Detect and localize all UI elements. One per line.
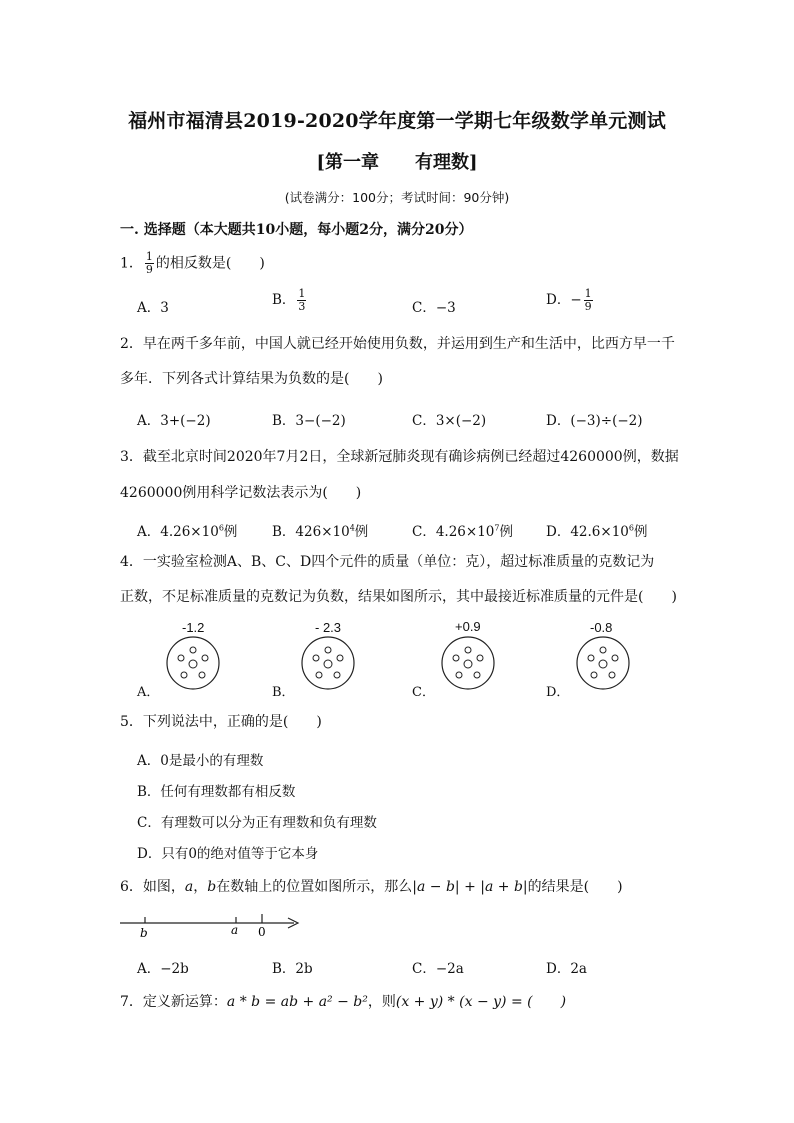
section-title: 一. 选择题（本大题共10小题，每小题2分，满分20分） [120,222,473,238]
q3-d-unit: 例 [633,524,648,540]
q3-a-base: A．4.26×10 [137,524,219,540]
q4-label-c: C． [412,685,435,700]
q3-c-unit: 例 [499,524,513,540]
q3-a-unit: 例 [223,524,238,540]
q5-option-d: D．只有0的绝对值等于它本身 [137,846,319,862]
q6-stem-pre: 6．如图， [120,879,185,895]
q1-d-den: 9 [584,300,592,313]
q6-label-zero: 0 [258,925,266,939]
q4-label-a: A． [137,685,160,700]
q6-comma: ， [193,879,208,895]
q4-value-b: - 2.3 [315,620,342,635]
q3-c-base: C．4.26×10 [412,524,495,540]
q4-label-d: D． [546,685,570,700]
q2-line-2: 多年．下列各式计算结果为负数的是( ) [120,371,383,387]
q2-option-d: D．(−3)÷(−2) [546,413,643,429]
q7-stem-mid: ，则 [367,994,396,1010]
q1-fraction [145,251,154,276]
q1-option-d [546,288,595,313]
q3-option-d [546,520,647,540]
q6-option-b: B．2b [272,961,313,977]
q1-b-den: 3 [298,300,306,313]
q5-stem: 5．下列说法中，正确的是( ) [120,714,322,730]
q6-expression: |a − b| + |a + b| [412,879,528,895]
q5-option-a: A．0是最小的有理数 [137,753,264,769]
q6-stem [120,876,623,896]
q1-option-d-fraction [584,288,593,313]
q1-stem: 的相反数是( ) [155,255,265,272]
q1-number: 1． [120,255,143,272]
q1-d-num: 1 [584,287,592,300]
q5-option-c: C．有理数可以分为正有理数和负有理数 [137,815,377,831]
q3-line-1: 3．截至北京时间2020年7月2日，全球新冠肺炎现有确诊病例已经超过4260000例，数据 [120,449,679,465]
q4-component-a [165,635,221,691]
q4-component-b [300,635,356,691]
q6-label-b: b [140,926,148,940]
q2-option-a: A．3+(−2) [137,413,211,429]
q4-label-b: B． [272,685,295,700]
q6-stem-mid: 在数轴上的位置如图所示，那么 [216,879,413,895]
q3-b-unit: 例 [354,524,369,540]
q3-b-exponent: 4 [349,523,355,533]
q3-b-base: B．426×10 [272,524,350,540]
q7-expression: (x + y) * (x − y) = ( ) [395,994,567,1010]
q6-var-b: b [207,879,217,895]
q3-a-exponent: 6 [218,523,224,533]
q2-option-c: C．3×(−2) [412,413,487,429]
q2-line-1: 2．早在两千多年前，中国人就已经开始使用负数，并运用到生产和生活中，比西方早一千 [120,336,675,352]
q3-option-a [137,520,237,540]
q6-option-a: A．−2b [137,961,189,977]
q3-option-b [272,520,368,540]
q3-line-2: 4260000例用科学记数法表示为( ) [120,485,362,501]
q4-component-c [440,635,496,691]
q6-option-c: C．−2a [412,961,464,977]
q1-frac-num: 1 [145,250,153,263]
q4-value-a: -1.2 [182,620,205,635]
q4-line-1: 4．一实验室检测A、B、C、D四个元件的质量（单位：克），超过标准质量的克数记为 [120,554,655,570]
q4-component-d [575,635,631,691]
chapter-subtitle-left: [第一章 [316,152,379,173]
q1-option-b [272,288,308,313]
q1-option-a: A．3 [137,300,169,316]
q6-var-a: a [184,879,194,895]
q3-d-base: D．42.6×10 [546,524,629,540]
q7-stem [120,991,566,1011]
chapter-subtitle-right: 有理数] [415,152,478,173]
q6-label-a: a [231,923,239,937]
q3-d-exponent: 6 [628,523,634,533]
q1-option-b-fraction [297,288,306,313]
q6-number-line [118,910,308,942]
page-title: 福州市福清县2019-2020学年度第一学期七年级数学单元测试 [128,110,666,132]
q5-option-b: B．任何有理数都有相反数 [137,784,296,800]
q1-b-num: 1 [298,287,306,300]
q1-frac-den: 9 [145,263,153,276]
q4-line-2: 正数，不足标准质量的克数记为负数，结果如图所示，其中最接近标准质量的元件是( ) [120,589,677,605]
q7-stem-pre: 7．定义新运算： [120,994,227,1010]
q7-definition: a * b = ab + a² − b² [226,994,368,1010]
question-1 [120,251,265,276]
q1-option-b-label: B． [272,292,296,308]
exam-info: (试卷满分：100分；考试时间：90分钟) [284,190,510,205]
q6-stem-post: 的结果是( ) [527,879,623,895]
q4-value-c: +0.9 [455,619,481,634]
q1-option-c: C．−3 [412,300,456,316]
q4-value-d: -0.8 [590,620,613,635]
q6-option-d: D．2a [546,961,587,977]
q3-c-exponent: 7 [494,523,500,533]
chapter-subtitle [0,148,794,174]
q1-option-d-label: D．− [546,292,582,308]
q3-option-c [412,520,513,540]
q2-option-b: B．3−(−2) [272,413,346,429]
